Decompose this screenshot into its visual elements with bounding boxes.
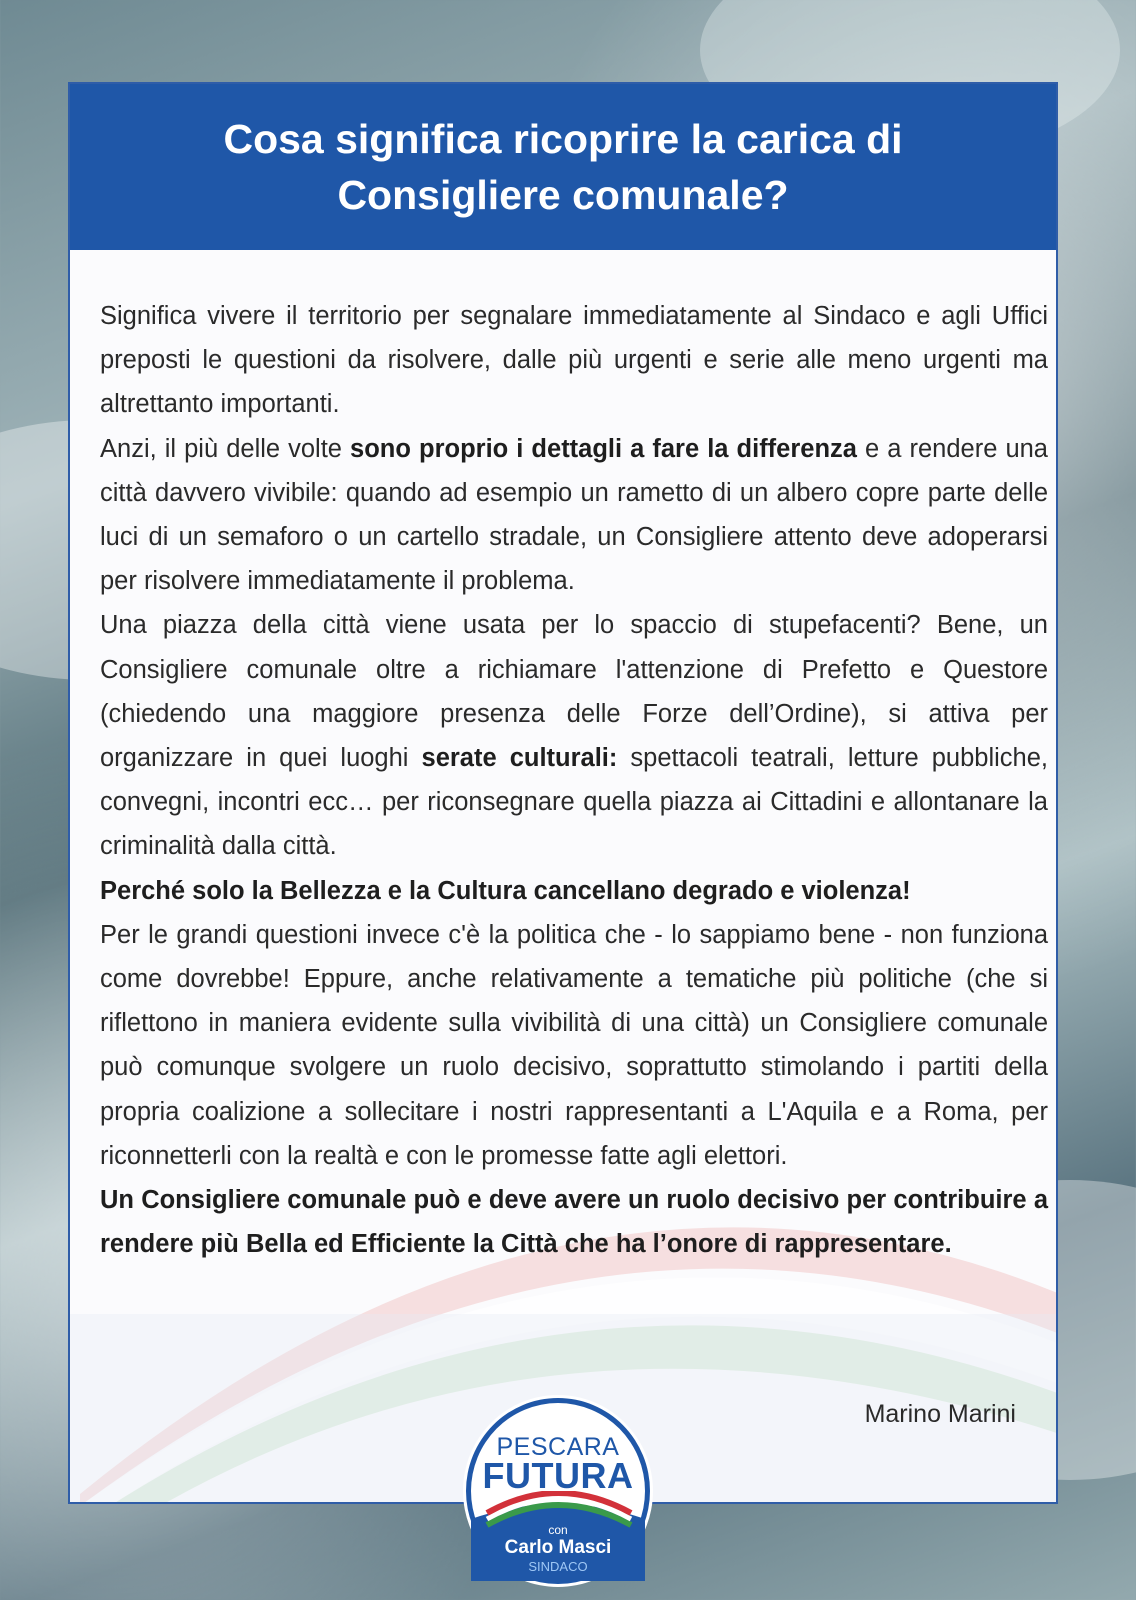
logo-line-sindaco: SINDACO — [528, 1559, 588, 1574]
paragraph: Per le grandi questioni invece c'è la politica che - lo sappiamo bene - non funziona come dovrebbe! Eppure, anche relativamente a tematiche più politiche (che si riflettono in maniera evidente sulla vivibilità di una città) un Consigliere comunale può comunque svolgere un ruolo decisivo, soprattutto stimolando i partiti della propria coalizione a sollecitare i nostri rappresentanti a L'Aquila e a Roma, per riconnetterli con la realtà e con le promesse fatte agli elettori. — [100, 920, 1048, 1170]
logo-line-name: Carlo Masci — [504, 1537, 612, 1558]
text-run: Anzi, il più delle volte — [100, 434, 351, 463]
logo-line-con: con — [548, 1523, 568, 1537]
signature: Marino Marini — [864, 1400, 1016, 1428]
paragraph — [100, 603, 1048, 868]
flyer-card — [68, 82, 1058, 1504]
text-run: e a rendere una città davvero vivibile: quando ad esempio un rametto di un albero copre parte delle luci di un semaforo o un cartello stradale, un Consigliere attento deve adoperarsi per risolvere immediatamente il problema. — [100, 434, 1048, 596]
bold-text: Un Consigliere comunale può e deve avere un ruolo decisivo per contribuire a rendere più Bella ed Efficiente la Città che ha l’onore di rappresentare. — [100, 1186, 1048, 1259]
party-logo — [466, 1398, 650, 1584]
logo-line-futura: FUTURA — [482, 1455, 634, 1496]
paragraph: Significa vivere il territorio per segnalare immediatamente al Sindaco e agli Uffici preposti le questioni da risolvere, dalle più urgenti e serie alle meno urgenti ma altrettanto importanti. — [100, 302, 1048, 419]
title-banner — [70, 84, 1056, 250]
paragraph — [100, 1178, 1048, 1266]
bold-text: sono proprio i dettagli a fare la differenza — [350, 434, 857, 463]
bold-text: Perché solo la Bellezza e la Cultura cancellano degrado e violenza! — [100, 876, 911, 905]
paragraph — [100, 427, 1048, 604]
text-run: Una piazza della città viene usata per lo spaccio di stupefacenti? Bene, un Consigliere comunale oltre a richiamare l'attenzione di Prefetto e Questore (chiedendo una maggiore presenza delle Forze dell’Ordine), si attiva per organizzare in quei luoghi — [100, 611, 1048, 773]
paragraph — [100, 869, 1048, 913]
logo-line-pescara: PESCARA — [496, 1433, 620, 1461]
article-body — [100, 294, 1048, 1266]
text-run: spettacoli teatrali, letture pubbliche, convegni, incontri ecc… per riconsegnare quella piazza ai Cittadini e allontanare la criminalità dalla città. — [100, 744, 1048, 861]
bold-text: serate culturali: — [421, 744, 618, 773]
page-title: Cosa significa ricoprire la carica di Consigliere comunale? — [223, 116, 903, 218]
